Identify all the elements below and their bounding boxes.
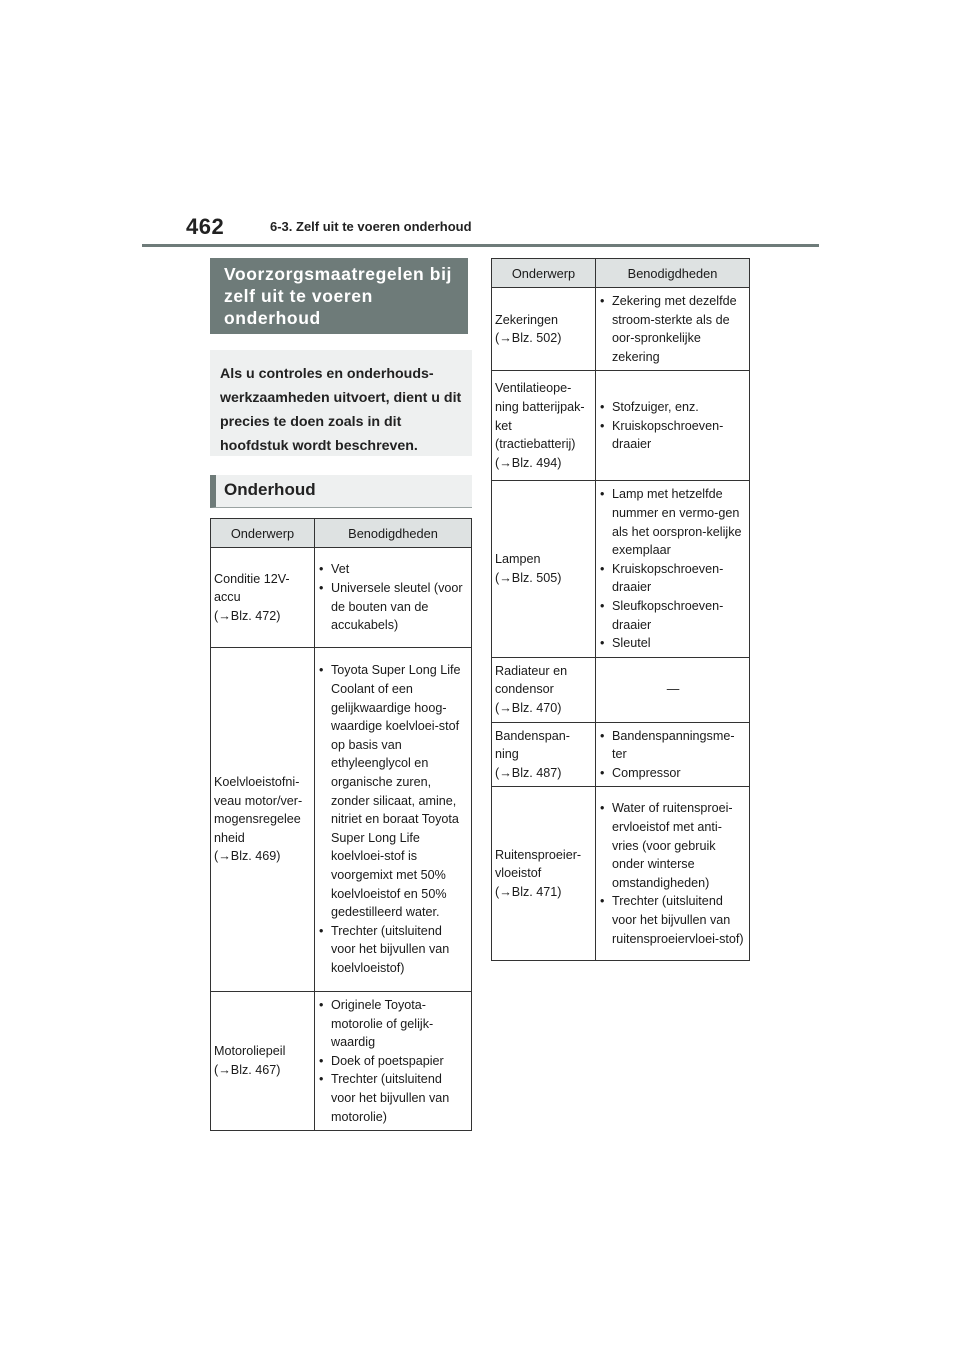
table-row — [492, 481, 750, 657]
table-row — [211, 992, 472, 1131]
items-cell — [596, 722, 750, 787]
items-list — [600, 727, 746, 783]
list-item: • Vet — [319, 560, 468, 579]
topic-line: Ruitensproeier- — [495, 847, 582, 862]
topic-line: accu — [214, 590, 241, 605]
table-body-right — [492, 288, 750, 961]
list-item: • Water of ruitensproei-ervloeistof met anti-vries (voor gebruik onder winterse omstandigheden) — [600, 799, 746, 892]
items-cell — [596, 787, 750, 961]
table-row — [211, 548, 472, 648]
topic-line: veau motor/ver- — [214, 793, 303, 808]
topic-line: (→Blz. 494) — [495, 455, 562, 470]
table-row — [492, 288, 750, 371]
topic-line: (→Blz. 470) — [495, 700, 562, 715]
list-item: • Lamp met hetzelfde nummer en vermo-gen als het oorspron-kelijke exemplaar — [600, 485, 746, 559]
subheading-onderhoud: Onderhoud — [210, 475, 472, 508]
maintenance-table-right — [491, 258, 750, 961]
list-item: • Bandenspanningsme-ter — [600, 727, 746, 764]
items-list — [319, 996, 468, 1126]
table-row — [211, 648, 472, 992]
topic-cell — [492, 657, 596, 722]
list-item: • Trechter (uitsluitend voor het bijvullen van koelvloeistof) — [319, 922, 468, 978]
topic-line: (→Blz. 469) — [214, 849, 281, 864]
items-list — [600, 398, 746, 454]
items-cell — [596, 657, 750, 722]
items-cell — [596, 371, 750, 481]
topic-line: mogensregelee — [214, 812, 301, 827]
no-items-dash: — — [666, 682, 680, 697]
items-cell — [315, 548, 472, 648]
list-item: • Doek of poetspapier — [319, 1052, 468, 1071]
topic-line: Lampen — [495, 552, 541, 567]
items-list — [600, 799, 746, 948]
items-list — [600, 485, 746, 652]
topic-cell — [492, 722, 596, 787]
items-cell — [596, 481, 750, 657]
topic-cell — [492, 371, 596, 481]
maintenance-table-left — [210, 518, 472, 1131]
table-row — [492, 787, 750, 961]
items-cell — [315, 648, 472, 992]
topic-line: condensor — [495, 682, 554, 697]
list-item: • Originele Toyota-motorolie of gelijk-waardig — [319, 996, 468, 1052]
topic-cell — [211, 548, 315, 648]
topic-cell — [492, 787, 596, 961]
topic-line: Zekeringen — [495, 312, 559, 327]
table-header-row — [492, 259, 750, 288]
topic-cell — [492, 288, 596, 371]
table-body-left — [211, 548, 472, 1131]
table-header-row — [211, 519, 472, 548]
list-item: • Sleufkopschroeven-draaier — [600, 597, 746, 634]
topic-line: (tractiebatterij) — [495, 437, 576, 452]
list-item: • Trechter (uitsluitend voor het bijvullen van motorolie) — [319, 1070, 468, 1126]
column-header-items: Benodigdheden — [315, 519, 472, 548]
list-item: • Sleutel — [600, 634, 746, 653]
list-item: • Universele sleutel (voor de bouten van de accukabels) — [319, 579, 468, 635]
topic-line: nheid — [214, 830, 245, 845]
topic-line: Conditie 12V- — [214, 571, 290, 586]
list-item: • Zekering met dezelfde stroom-sterkte als de oor-spronkelijke zekering — [600, 292, 746, 366]
table-row — [492, 722, 750, 787]
topic-line: ning batterijpak- — [495, 399, 585, 414]
items-list — [319, 661, 468, 977]
table-row — [492, 657, 750, 722]
list-item: • Trechter (uitsluitend voor het bijvullen van ruitensproeiervloei-stof) — [600, 892, 746, 948]
topic-line: Motoroliepeil — [214, 1044, 286, 1059]
topic-line: Radiateur en — [495, 663, 568, 678]
topic-line: Bandenspan- — [495, 728, 570, 743]
header-rule — [142, 244, 819, 247]
topic-line: vloeistof — [495, 866, 542, 881]
topic-cell — [492, 481, 596, 657]
list-item: • Compressor — [600, 764, 746, 783]
page-number: 462 — [186, 214, 225, 239]
list-item: • Stofzuiger, enz. — [600, 398, 746, 417]
topic-line: Ventilatieope- — [495, 381, 572, 396]
list-item: • Kruiskopschroeven-draaier — [600, 417, 746, 454]
topic-line: (→Blz. 502) — [495, 331, 562, 346]
list-item: • Kruiskopschroeven-draaier — [600, 560, 746, 597]
items-cell — [596, 288, 750, 371]
topic-line: (→Blz. 471) — [495, 885, 562, 900]
topic-line: (→Blz. 472) — [214, 608, 281, 623]
topic-line: Koelvloeistofni- — [214, 775, 300, 790]
column-header-topic: Onderwerp — [492, 259, 596, 288]
items-list — [319, 560, 468, 634]
list-item: • Toyota Super Long Life Coolant of een gelijkwaardige hoog-waardige koelvloei-stof op basis van ethyleenglycol en organische zuren, zonder silicaat, amine, nitriet en boraat Toyota Super Long Life koelvloei-stof is voorgemixt met 50% koelvloeistof en 50% gedestilleerd water. — [319, 661, 468, 921]
topic-cell — [211, 648, 315, 992]
topic-line: (→Blz. 467) — [214, 1063, 281, 1078]
topic-line: ning — [495, 747, 519, 762]
column-header-topic: Onderwerp — [211, 519, 315, 548]
intro-text: Als u controles en onderhouds-werkzaamheden uitvoert, dient u dit precies te doen zoals in dit hoofdstuk wordt beschreven. — [210, 350, 472, 456]
page-header — [0, 0, 960, 250]
items-cell — [315, 992, 472, 1131]
right-column — [491, 258, 750, 961]
left-column — [210, 258, 472, 1131]
topic-line: ket — [495, 418, 512, 433]
page-title: Voorzorgsmaatregelen bij zelf uit te voeren onderhoud — [210, 258, 468, 334]
topic-line: (→Blz. 505) — [495, 571, 562, 586]
items-list — [600, 292, 746, 366]
section-title: 6-3. Zelf uit te voeren onderhoud — [270, 219, 472, 234]
topic-line: (→Blz. 487) — [495, 765, 562, 780]
column-header-items: Benodigdheden — [596, 259, 750, 288]
topic-cell — [211, 992, 315, 1131]
table-row — [492, 371, 750, 481]
